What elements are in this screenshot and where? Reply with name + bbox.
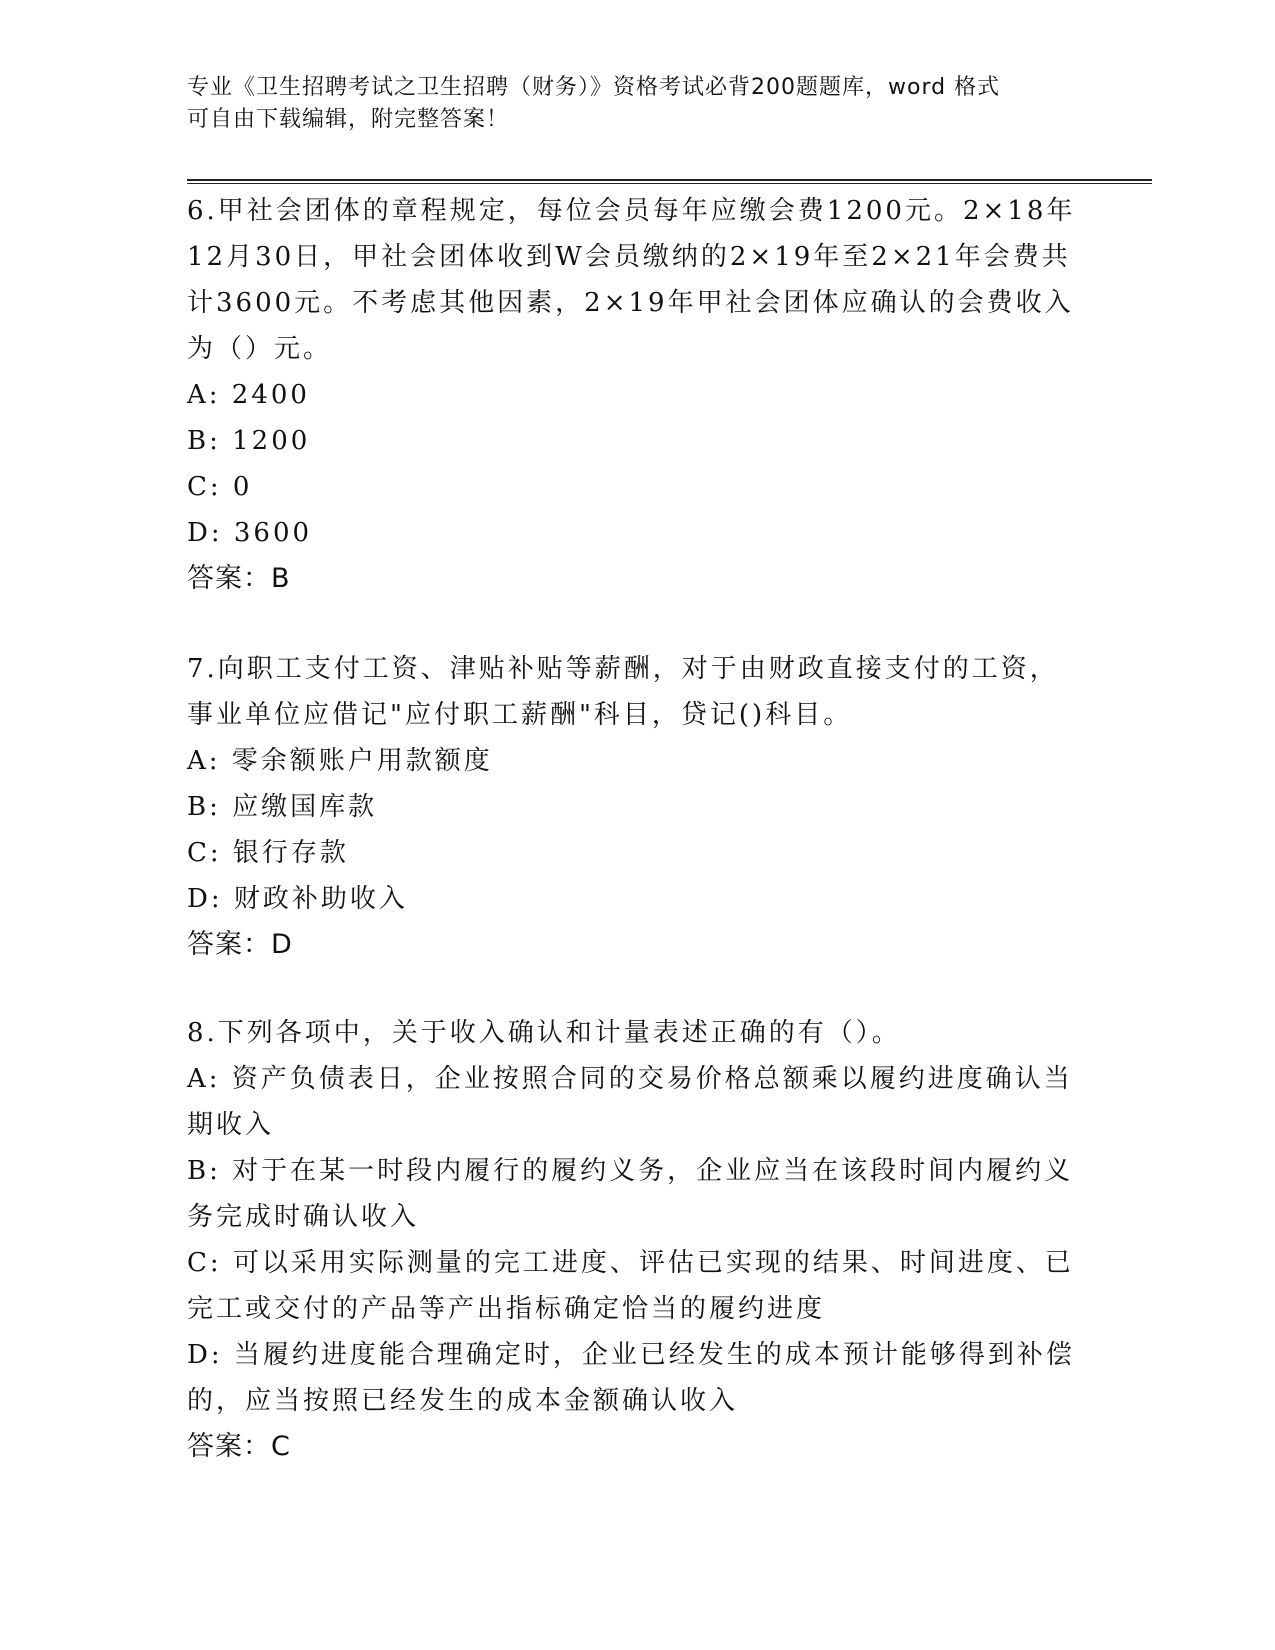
option-b: B: 1200 — [187, 426, 311, 456]
question-stem-line: 事业单位应借记"应付职工薪酬"科目，贷记()科目。 — [187, 700, 853, 730]
header-line-2: 可自由下载编辑，附完整答案！ — [187, 107, 510, 132]
document-header — [187, 72, 1087, 136]
option-c: C: 银行存款 — [187, 838, 349, 868]
question-stem-line: 计3600元。不考虑其他因素，2×19年甲社会团体应确认的会费收入 — [187, 288, 1074, 318]
option-a-line-2: 期收入 — [187, 1110, 275, 1140]
question-stem-line: 12月30日，甲社会团体收到W会员缴纳的2×19年至2×21年会费共 — [187, 242, 1071, 272]
option-c-line-2: 完工或交付的产品等产出指标确定恰当的履约进度 — [187, 1294, 826, 1324]
answer-text: 答案：C — [187, 1431, 291, 1462]
question-stem-line: 6.甲社会团体的章程规定，每位会员每年应缴会费1200元。2×18年 — [187, 196, 1076, 226]
header-divider-thick — [187, 179, 1152, 181]
question-7 — [187, 646, 1087, 968]
question-8 — [187, 1010, 1087, 1470]
option-d: D: 3600 — [187, 518, 313, 548]
option-b-line-1: B: 对于在某一时段内履行的履约义务，企业应当在该段时间内履约义 — [187, 1156, 1074, 1186]
answer-text: 答案：D — [187, 929, 293, 960]
question-stem-line: 为（）元。 — [187, 334, 333, 364]
option-b: B: 应缴国库款 — [187, 792, 378, 822]
option-a-line-1: A: 资产负债表日，企业按照合同的交易价格总额乘以履约进度确认当 — [187, 1064, 1073, 1094]
answer-text: 答案：B — [187, 563, 291, 594]
option-b-line-2: 务完成时确认收入 — [187, 1202, 420, 1232]
option-a: A: 零余额账户用款额度 — [187, 746, 493, 776]
header-line-1: 专业《卫生招聘考试之卫生招聘（财务）》资格考试必背200题题库，word 格式 — [187, 75, 1001, 100]
option-c-line-1: C: 可以采用实际测量的完工进度、评估已实现的结果、时间进度、已 — [187, 1248, 1074, 1278]
option-d-line-1: D: 当履约进度能合理确定时，企业已经发生的成本预计能够得到补偿 — [187, 1340, 1075, 1370]
question-stem-line: 8.下列各项中，关于收入确认和计量表述正确的有（）。 — [187, 1018, 901, 1048]
question-stem-line: 7.向职工支付工资、津贴补贴等薪酬，对于由财政直接支付的工资， — [187, 654, 1059, 684]
option-c: C: 0 — [187, 472, 253, 502]
option-d: D: 财政补助收入 — [187, 884, 408, 914]
option-d-line-2: 的，应当按照已经发生的成本金额确认收入 — [187, 1386, 739, 1416]
header-divider-thin — [187, 183, 1152, 184]
question-6 — [187, 188, 1087, 602]
option-a: A: 2400 — [187, 380, 310, 410]
